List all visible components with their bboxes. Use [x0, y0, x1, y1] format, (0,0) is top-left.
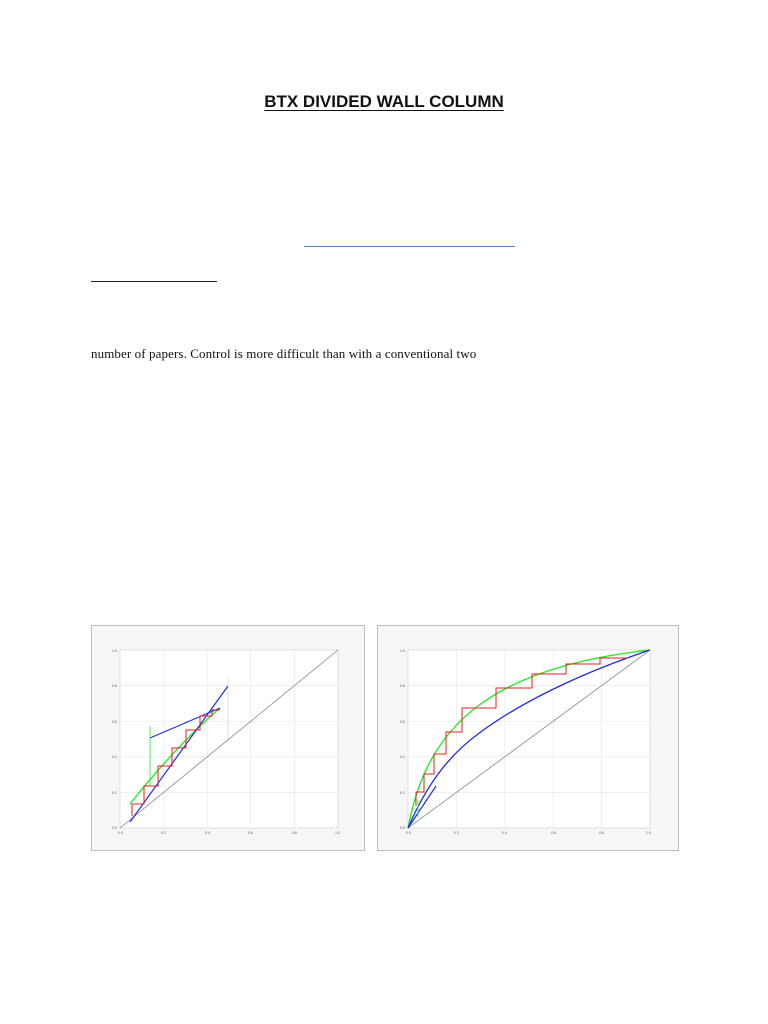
y-tick: 1.0 — [112, 649, 117, 653]
x-tick: 1.0 — [335, 831, 340, 835]
y-tick: 0.4 — [112, 755, 117, 759]
y-tick: 1.0 — [400, 649, 405, 653]
x-tick: 0.0 — [406, 831, 411, 835]
x-tick: 0.8 — [292, 831, 297, 835]
y-tick: 0.2 — [400, 791, 405, 795]
x-tick: 0.4 — [205, 831, 210, 835]
x-tick: 1.0 — [646, 831, 651, 835]
mccabe-thiele-plot-right — [378, 626, 678, 850]
figure-right — [377, 625, 679, 851]
y-tick: 0.0 — [112, 826, 117, 830]
y-tick: 0.4 — [400, 755, 405, 759]
x-tick: 0.6 — [551, 831, 556, 835]
figure-left — [91, 625, 365, 851]
x-tick: 0.2 — [161, 831, 166, 835]
document-title: BTX DIVIDED WALL COLUMN — [264, 92, 504, 111]
section-heading-underline — [91, 281, 217, 282]
y-tick: 0.6 — [400, 720, 405, 724]
y-tick: 0.0 — [400, 826, 405, 830]
x-tick: 0.4 — [502, 831, 507, 835]
x-tick: 0.0 — [118, 831, 123, 835]
body-paragraph: number of papers. Control is more difficult than with a conventional two — [91, 346, 477, 361]
hyperlink-underline[interactable] — [304, 246, 515, 247]
x-tick: 0.2 — [454, 831, 459, 835]
y-tick: 0.6 — [112, 720, 117, 724]
y-tick: 0.2 — [112, 791, 117, 795]
y-tick: 0.8 — [112, 684, 117, 688]
x-tick: 0.8 — [599, 831, 604, 835]
x-tick: 0.6 — [248, 831, 253, 835]
mccabe-thiele-plot-left — [92, 626, 364, 850]
y-tick: 0.8 — [400, 684, 405, 688]
